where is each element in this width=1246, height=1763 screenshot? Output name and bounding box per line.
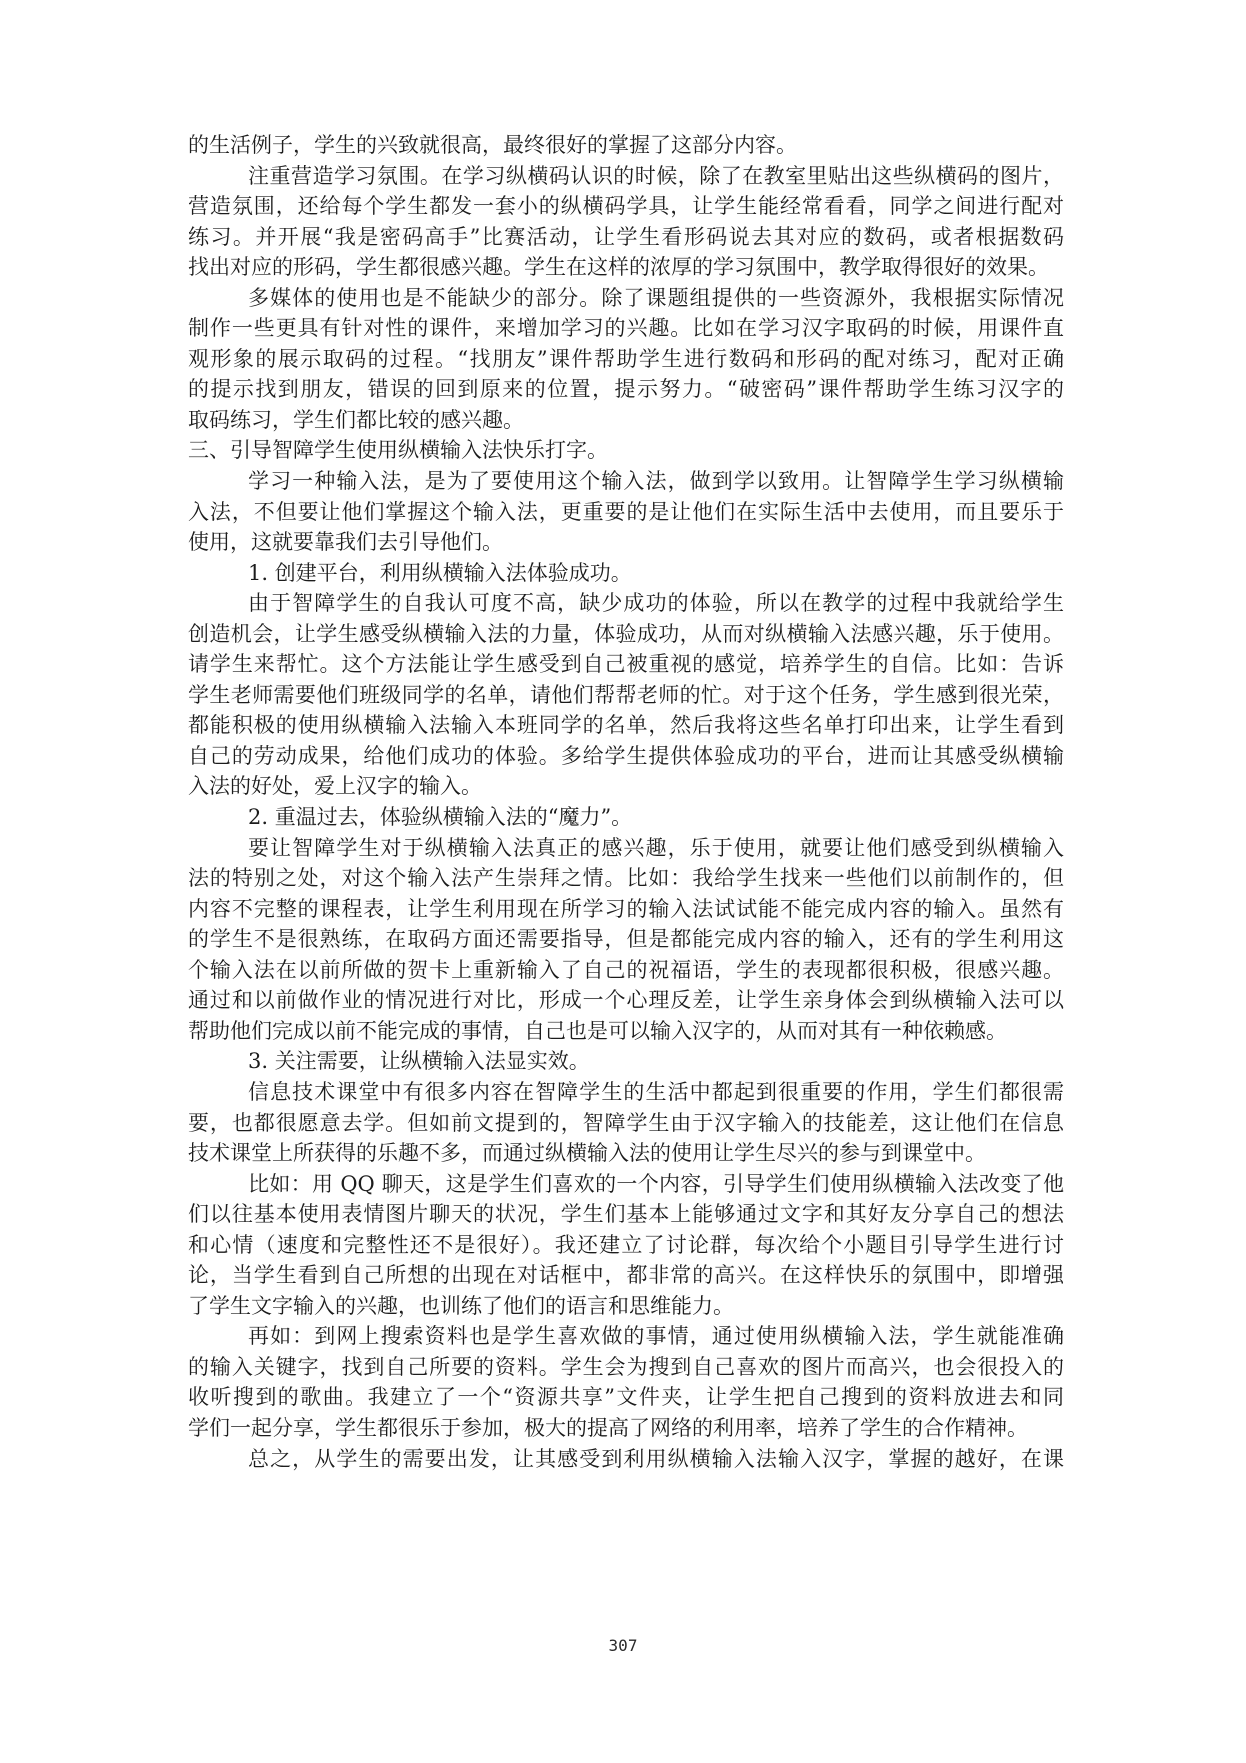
text-line: 收听搜到的歌曲。我建立了一个“资源共享”文件夹，让学生把自己搜到的资料放进去和同 xyxy=(188,1385,1064,1410)
text-line: 都能积极的使用纵横输入法输入本班同学的名单，然后我将这些名单打印出来，让学生看到 xyxy=(188,713,1064,738)
text-line: 技术课堂上所获得的乐趣不多，而通过纵横输入法的使用让学生尽兴的参与到课堂中。 xyxy=(188,1141,986,1166)
text-line: 帮助他们完成以前不能完成的事情，自己也是可以输入汉字的，从而对其有一种依赖感。 xyxy=(188,1018,1007,1043)
text-line: 们以往基本使用表情图片聊天的状况，学生们基本上能够通过文字和其好友分享自己的想法 xyxy=(188,1202,1064,1227)
text-line: 取码练习，学生们都比较的感兴趣。 xyxy=(188,407,524,432)
text-line: 营造氛围，还给每个学生都发一套小的纵横码学具，让学生能经常看看，同学之间进行配对 xyxy=(188,194,1064,219)
text-line: 的学生不是很熟练，在取码方面还需要指导，但是都能完成内容的输入，还有的学生利用这 xyxy=(188,927,1064,952)
text-line: 多媒体的使用也是不能缺少的部分。除了课题组提供的一些资源外，我根据实际情况 xyxy=(248,285,1064,310)
text-line: 自己的劳动成果，给他们成功的体验。多给学生提供体验成功的平台，进而让其感受纵横输 xyxy=(188,743,1064,768)
text-line: 内容不完整的课程表，让学生利用现在所学习的输入法试试能不能完成内容的输入。虽然有 xyxy=(188,896,1064,921)
text-line: 学习一种输入法，是为了要使用这个输入法，做到学以致用。让智障学生学习纵横输 xyxy=(248,469,1064,494)
page-number: 307 xyxy=(608,1636,638,1655)
text-line: 法的特别之处，对这个输入法产生崇拜之情。比如：我给学生找来一些他们以前制作的，但 xyxy=(188,866,1064,891)
text-line: 观形象的展示取码的过程。“找朋友”课件帮助学生进行数码和形码的配对练习，配对正确 xyxy=(188,346,1064,371)
text-line: 注重营造学习氛围。在学习纵横码认识的时候，除了在教室里贴出这些纵横码的图片， xyxy=(248,163,1064,188)
subsection-heading: 3. 关注需要，让纵横输入法显实效。 xyxy=(248,1049,590,1074)
text-line: 的输入关键字，找到自己所要的资料。学生会为搜到自己喜欢的图片而高兴，也会很投入的 xyxy=(188,1354,1064,1379)
text-line: 再如：到网上搜索资料也是学生喜欢做的事情，通过使用纵横输入法，学生就能准确 xyxy=(248,1324,1064,1349)
text-line: 练习。并开展“我是密码高手”比赛活动，让学生看形码说去其对应的数码，或者根据数码 xyxy=(188,224,1064,249)
text-line: 创造机会，让学生感受纵横输入法的力量，体验成功，从而对纵横输入法感兴趣，乐于使用。 xyxy=(188,621,1064,646)
text-line: 使用，这就要靠我们去引导他们。 xyxy=(188,530,503,555)
text-line: 制作一些更具有针对性的课件，来增加学习的兴趣。比如在学习汉字取码的时候，用课件直 xyxy=(188,316,1064,341)
text-line: 入法，不但要让他们掌握这个输入法，更重要的是让他们在实际生活中去使用，而且要乐于 xyxy=(188,499,1064,524)
text-line: 找出对应的形码，学生都很感兴趣。学生在这样的浓厚的学习氛围中，教学取得很好的效果。 xyxy=(188,255,1049,280)
text-line: 个输入法在以前所做的贺卡上重新输入了自己的祝福语，学生的表现都很积极，很感兴趣。 xyxy=(188,957,1064,982)
text-line: 由于智障学生的自我认可度不高，缺少成功的体验，所以在教学的过程中我就给学生 xyxy=(248,591,1064,616)
subsection-heading: 1. 创建平台，利用纵横输入法体验成功。 xyxy=(248,560,632,585)
subsection-heading: 2. 重温过去，体验纵横输入法的“魔力”。 xyxy=(248,805,633,830)
text-line: 学生老师需要他们班级同学的名单，请他们帮帮老师的忙。对于这个任务，学生感到很光荣， xyxy=(188,682,1064,707)
text-line: 总之，从学生的需要出发，让其感受到利用纵横输入法输入汉字，掌握的越好，在课 xyxy=(248,1446,1064,1471)
text-line: 学们一起分享，学生都很乐于参加，极大的提高了网络的利用率，培养了学生的合作精神。 xyxy=(188,1415,1028,1440)
section-heading: 三、引导智障学生使用纵横输入法快乐打字。 xyxy=(188,438,608,463)
text-line: 信息技术课堂中有很多内容在智障学生的生活中都起到很重要的作用，学生们都很需 xyxy=(248,1079,1064,1104)
text-line: 比如：用 QQ 聊天，这是学生们喜欢的一个内容，引导学生们使用纵横输入法改变了他 xyxy=(248,1171,1064,1196)
text-line: 要，也都很愿意去学。但如前文提到的，智障学生由于汉字输入的技能差，这让他们在信息 xyxy=(188,1110,1064,1135)
text-line: 通过和以前做作业的情况进行对比，形成一个心理反差，让学生亲身体会到纵横输入法可以 xyxy=(188,988,1064,1013)
document-body xyxy=(188,130,1064,1474)
text-line: 和心情（速度和完整性还不是很好）。我还建立了讨论群，每次给个小题目引导学生进行讨 xyxy=(188,1232,1064,1257)
text-line: 了学生文字输入的兴趣，也训练了他们的语言和思维能力。 xyxy=(188,1293,734,1318)
text-line: 要让智障学生对于纵横输入法真正的感兴趣，乐于使用，就要让他们感受到纵横输入 xyxy=(248,835,1064,860)
text-line: 的提示找到朋友，错误的回到原来的位置，提示努力。“破密码”课件帮助学生练习汉字的 xyxy=(188,377,1064,402)
text-line: 论，当学生看到自己所想的出现在对话框中，都非常的高兴。在这样快乐的氛围中，即增强 xyxy=(188,1263,1064,1288)
text-line: 的生活例子，学生的兴致就很高，最终很好的掌握了这部分内容。 xyxy=(188,133,797,157)
text-line: 入法的好处，爱上汉字的输入。 xyxy=(188,774,482,799)
text-line: 请学生来帮忙。这个方法能让学生感受到自己被重视的感觉，培养学生的自信。比如：告诉 xyxy=(188,652,1064,677)
